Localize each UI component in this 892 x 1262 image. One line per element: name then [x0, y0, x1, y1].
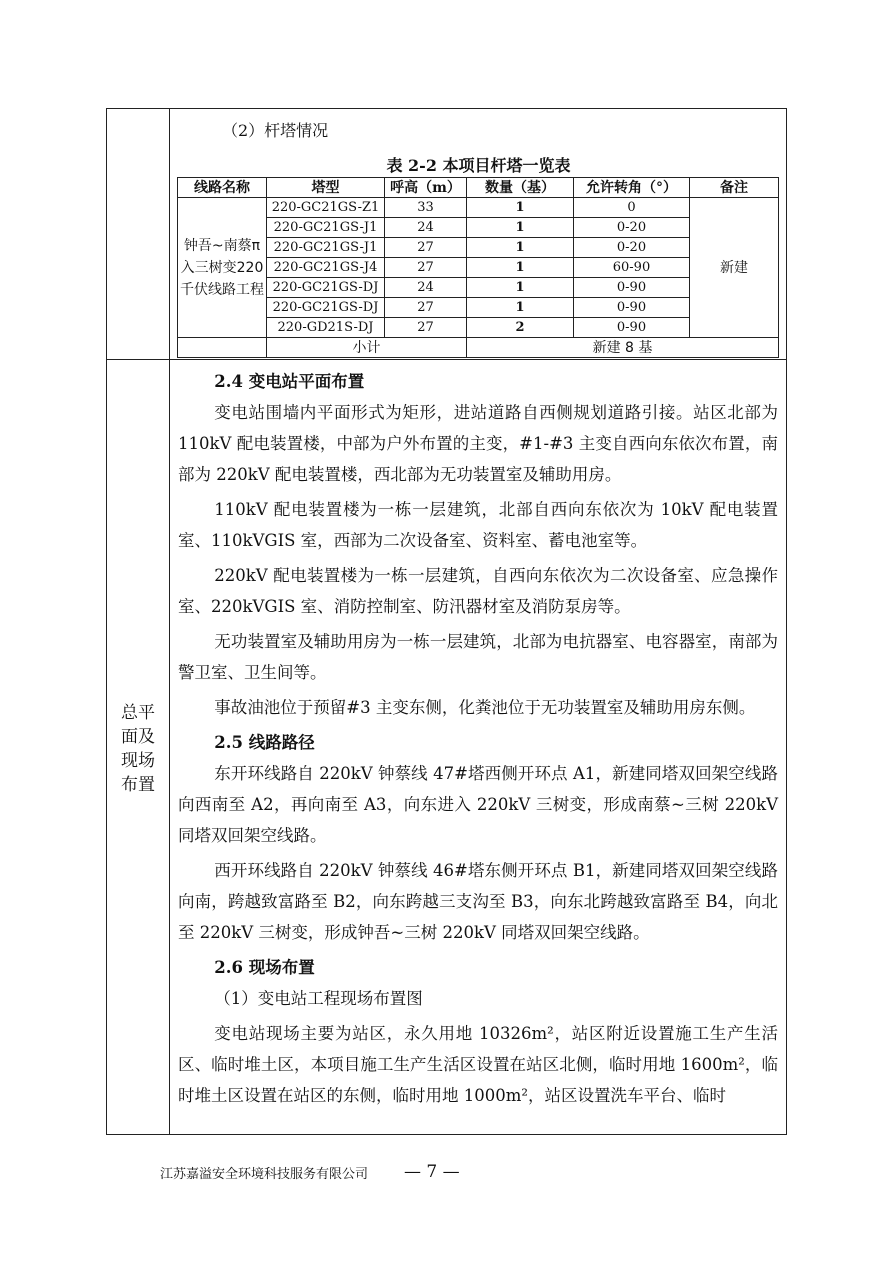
header-tower-type: 塔型: [267, 178, 385, 198]
height-cell: 27: [385, 318, 467, 338]
height-cell: 24: [385, 218, 467, 238]
tower-subheading: （2）杆塔情况: [222, 121, 329, 140]
angle-cell: 0-20: [574, 238, 690, 258]
height-cell: 33: [385, 198, 467, 218]
site-heading: 2.6 现场布置: [214, 958, 315, 977]
table-row: [178, 238, 779, 258]
table-row: [178, 318, 779, 338]
angle-cell: 0-90: [574, 318, 690, 338]
height-cell: 27: [385, 258, 467, 278]
quantity-cell: 1: [467, 258, 574, 278]
tower-type-cell: 220-GD21S-DJ: [267, 318, 385, 338]
quantity-cell: 1: [467, 298, 574, 318]
quantity-cell: 2: [467, 318, 574, 338]
quantity-cell: 1: [467, 218, 574, 238]
layout-paragraph: 220kV 配电装置楼为一栋一层建筑，自西向东依次为二次设备室、应急操作室、220kVGIS 室、消防控制室、防汛器材室及消防泵房等。: [178, 566, 778, 616]
route-paragraph: 东开环线路自 220kV 钟蔡线 47#塔西侧开环点 A1，新建同塔双回架空线路向西南至 A2，再向南至 A3，向东进入 220kV 三树变，形成南蔡~三树 220kV 同塔双回架空线路。: [178, 764, 778, 845]
quantity-cell: 1: [467, 278, 574, 298]
angle-cell: 0-90: [574, 298, 690, 318]
route-heading: 2.5 线路路径: [214, 733, 315, 752]
quantity-cell: 1: [467, 198, 574, 218]
note-cell: 新建: [690, 198, 779, 338]
angle-cell: 60-90: [574, 258, 690, 278]
table-caption: 表 2-2 本项目杆塔一览表: [386, 156, 571, 175]
column-divider: [169, 109, 170, 1134]
subtotal-blank-cell: [178, 338, 267, 358]
route-paragraph: 西开环线路自 220kV 钟蔡线 46#塔东侧开环点 B1，新建同塔双回架空线路向南，跨越致富路至 B2，向东跨越三支沟至 B3，向东北跨越致富路至 B4，向北至 220kV 三树变，形成钟吾~三树 220kV 同塔双回架空线路。: [178, 861, 778, 942]
subtotal-value: 新建 8 基: [467, 338, 779, 358]
angle-cell: 0-90: [574, 278, 690, 298]
header-angle: 允许转角（°）: [574, 178, 690, 198]
header-quantity: 数量（基）: [467, 178, 574, 198]
subtotal-label: 小计: [267, 338, 467, 358]
layout-heading: 2.4 变电站平面布置: [214, 372, 365, 391]
subtotal-row: [178, 338, 779, 358]
table-header-row: [178, 178, 779, 198]
tower-type-cell: 220-GC21GS-J4: [267, 258, 385, 278]
height-cell: 27: [385, 298, 467, 318]
line-name-cell: 钟吾~南蔡π入三树变220千伏线路工程: [178, 198, 267, 338]
table-row: [178, 298, 779, 318]
tower-type-cell: 220-GC21GS-DJ: [267, 278, 385, 298]
body-content: [178, 366, 778, 1115]
height-cell: 24: [385, 278, 467, 298]
site-subheading: （1）变电站工程现场布置图: [214, 989, 423, 1008]
header-note: 备注: [690, 178, 779, 198]
layout-paragraph: 变电站围墙内平面形式为矩形，进站道路自西侧规划道路引接。站区北部为 110kV 配电装置楼，中部为户外布置的主变，#1-#3 主变自西向东依次布置，南部为 220kV 配电装置楼，西北部为无功装置室及辅助用房。: [178, 403, 778, 484]
table-row: [178, 198, 779, 218]
table-row: [178, 278, 779, 298]
tower-type-cell: 220-GC21GS-J1: [267, 238, 385, 258]
tower-type-cell: 220-GC21GS-DJ: [267, 298, 385, 318]
quantity-cell: 1: [467, 238, 574, 258]
layout-paragraph: 无功装置室及辅助用房为一栋一层建筑，北部为电抗器室、电容器室，南部为警卫室、卫生间等。: [178, 632, 778, 682]
tower-type-cell: 220-GC21GS-J1: [267, 218, 385, 238]
angle-cell: 0: [574, 198, 690, 218]
header-height: 呼高（m）: [385, 178, 467, 198]
tower-type-cell: 220-GC21GS-Z1: [267, 198, 385, 218]
layout-paragraph: 110kV 配电装置楼为一栋一层建筑，北部自西向东依次为 10kV 配电装置室、110kVGIS 室，西部为二次设备室、资料室、蓄电池室等。: [178, 500, 778, 550]
height-cell: 27: [385, 238, 467, 258]
site-paragraph: 变电站现场主要为站区，永久用地 10326m²，站区附近设置施工生产生活区、临时堆土区，本项目施工生产生活区设置在站区北侧，临时用地 1600m²，临时堆土区设置在站区的东侧，临时用地 1000m²，站区设置洗车平台、临时: [178, 1024, 778, 1105]
page-number: — 7 —: [404, 1162, 460, 1182]
angle-cell: 0-20: [574, 218, 690, 238]
table-row: [178, 258, 779, 278]
tower-table: [177, 177, 779, 358]
footer-company: 江苏嘉溢安全环境科技服务有限公司: [160, 1167, 369, 1182]
header-line-name: 线路名称: [178, 178, 267, 198]
row-divider: [107, 359, 786, 360]
section-label: 总平面及现场布置: [121, 703, 155, 795]
table-row: [178, 218, 779, 238]
layout-paragraph: 事故油池位于预留#3 主变东侧，化粪池位于无功装置室及辅助用房东侧。: [214, 698, 756, 717]
